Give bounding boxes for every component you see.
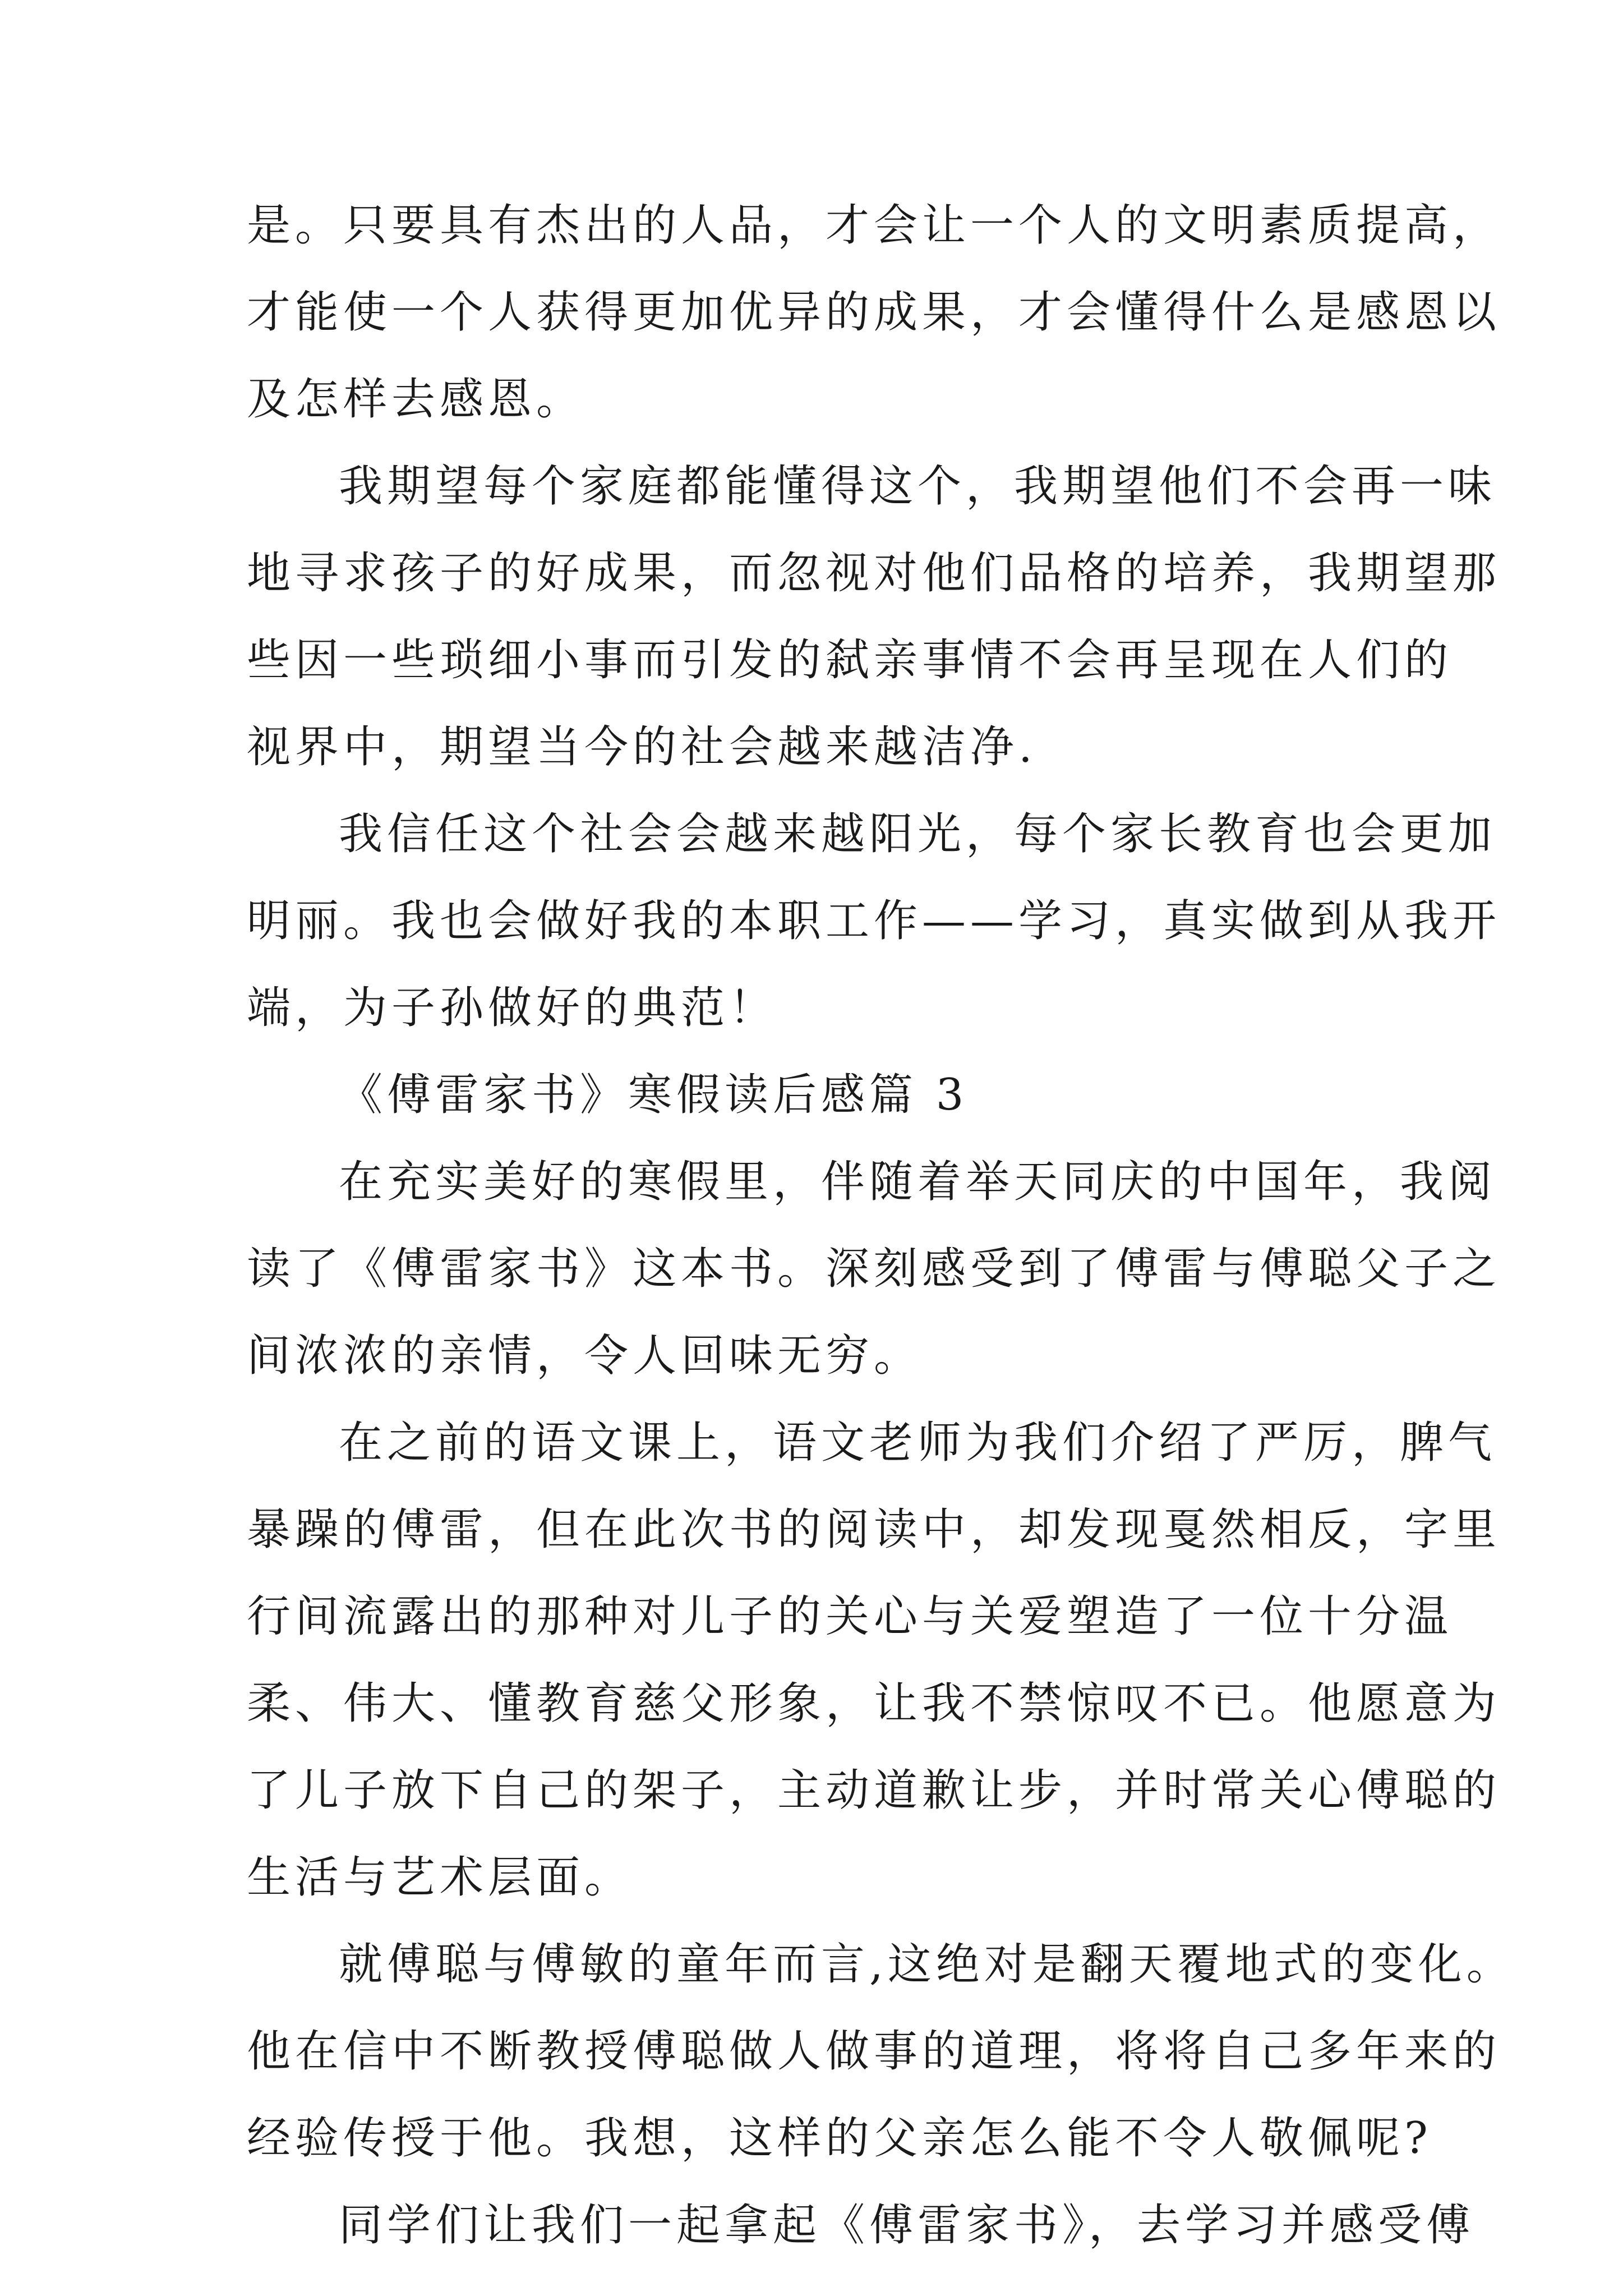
- body-text: [247, 200, 1515, 2290]
- text-line: 了儿子放下自己的架子，主动道歉让步，并时常关心傅聪的: [247, 1765, 1501, 1816]
- text-line: 同学们让我们一起拿起《傅雷家书》，去学习并感受傅: [339, 2200, 1475, 2251]
- section-heading: 《傅雷家书》寒假读后感篇 3: [339, 1070, 969, 1120]
- text-line: 是。只要具有杰出的人品，才会让一个人的文明素质提高，: [247, 200, 1501, 251]
- text-line: 端，为子孙做好的典范！: [247, 983, 778, 1033]
- text-line: 在之前的语文课上，语文老师为我们介绍了严厉，脾气: [339, 1418, 1497, 1468]
- text-line: 视界中，期望当今的社会越来越洁净.: [247, 722, 1037, 772]
- text-line: 在充实美好的寒假里，伴随着举天同庆的中国年，我阅: [339, 1157, 1497, 1207]
- text-line: 地寻求孩子的好成果，而忽视对他们品格的培养，我期望那: [247, 548, 1501, 599]
- text-line: 经验传授于他。我想，这样的父亲怎么能不令人敬佩呢?: [247, 2113, 1432, 2164]
- text-line: 柔、伟大、懂教育慈父形象，让我不禁惊叹不已。他愿意为: [247, 1678, 1501, 1729]
- text-line: 行间流露出的那种对儿子的关心与关爱塑造了一位十分温: [247, 1591, 1453, 1642]
- text-line: 读了《傅雷家书》这本书。深刻感受到了傅雷与傅聪父子之: [247, 1244, 1501, 1294]
- text-line: 些因一些琐细小事而引发的弑亲事情不会再呈现在人们的: [247, 635, 1453, 685]
- text-line: 他在信中不断教授傅聪做人做事的道理，将将自己多年来的: [247, 2026, 1501, 2077]
- text-line: 生活与艺术层面。: [247, 1852, 633, 1903]
- text-line: 间浓浓的亲情，令人回味无穷。: [247, 1331, 923, 1381]
- text-line: 及怎样去感恩。: [247, 374, 585, 425]
- text-line: 才能使一个人获得更加优异的成果，才会懂得什么是感恩以: [247, 287, 1501, 338]
- text-line: 我信任这个社会会越来越阳光，每个家长教育也会更加: [339, 809, 1497, 859]
- text-line: 我期望每个家庭都能懂得这个，我期望他们不会再一味: [339, 461, 1497, 512]
- text-line: 就傅聪与傅敏的童年而言,这绝对是翻天覆地式的变化。: [339, 1939, 1515, 1990]
- text-line: 暴躁的傅雷，但在此次书的阅读中，却发现戛然相反，字里: [247, 1504, 1501, 1555]
- text-line: 明丽。我也会做好我的本职工作——学习，真实做到从我开: [247, 896, 1501, 946]
